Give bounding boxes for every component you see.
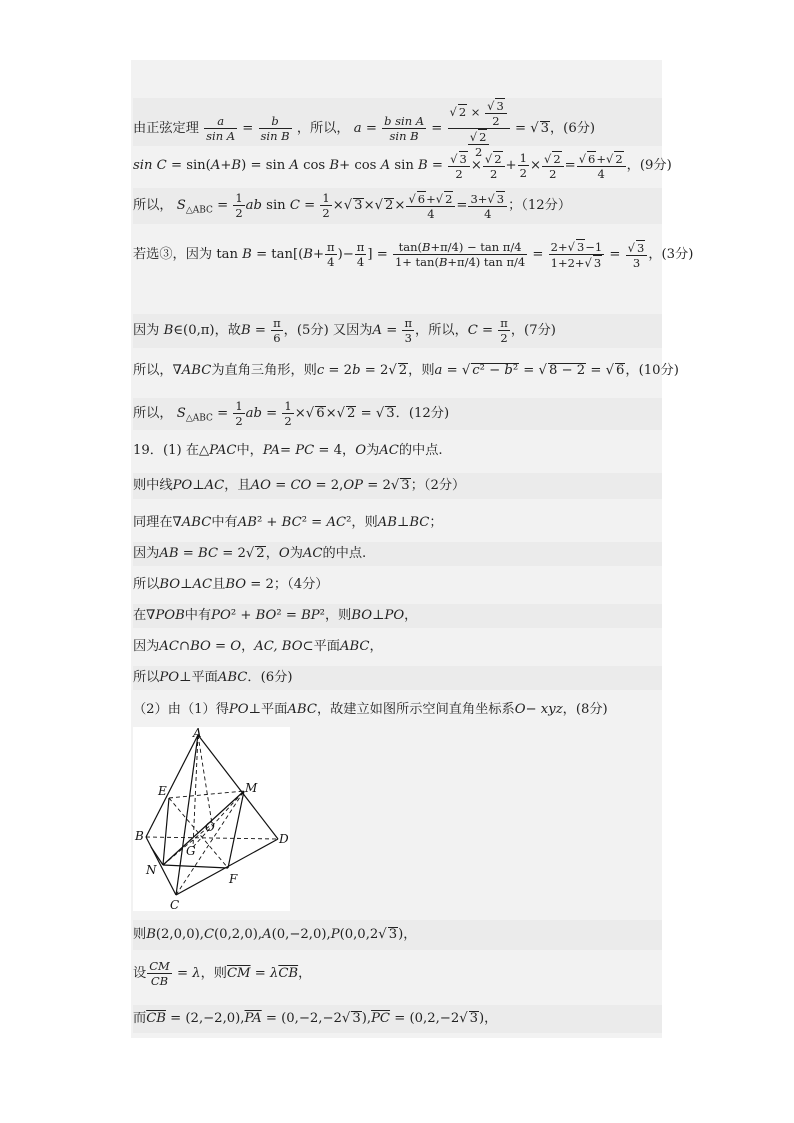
text: 由正弦定理	[133, 121, 199, 136]
solution-line-area-1: 所以， $S_{\triangle ABC}$ = $\frac{1}{2}$ ab sin C = $\frac{1}{2}$ ×√ 3×√ 2× $\frac{√ 6+√ 2}{4}$ = $\frac{3+√ 3}{4}$ ；（12分）	[133, 188, 662, 224]
label-d: D	[279, 832, 289, 846]
label-c: C	[170, 898, 180, 911]
solution-line-sinC: sin C = sin(A+B) = sin A cos B+ cos A sin B = $\frac{√ 3}{2}$ × $\frac{√ 2}{2}$ + $\frac{1}{2}$ × $\frac{√ 2}{2}$ = $\frac{√ 6+√ 2}{4}$ ，(9分)	[133, 151, 672, 181]
solution-line-pythagoras-abc: 同理在∇ABC中有AB² + BC² = AC²，则AB⊥BC；	[133, 515, 443, 530]
label-b: B	[135, 829, 144, 843]
text: ，(6分)	[550, 121, 596, 136]
solution-line-coordinates: 则B(2,0,0),C(0,2,0),A(0,−2,0),P(0,0,2√ 3)，	[133, 920, 662, 950]
label-m: M	[245, 781, 258, 795]
text: ，(9分)	[626, 158, 672, 173]
solution-line-right-triangle: 所以，∇ABC为直角三角形，则c = 2b = 2√ 2，则a = √ c² − b² = √ 8 − 2 = √ 6，(10分)	[133, 363, 679, 378]
solution-line-angles: 因为 B∈(0,π)，故B = $\frac{\pi}{6}$ ，(5分) 又因为A = $\frac{\pi}{3}$ ，所以，C = $\frac{\pi}{2}$ ，(7分)	[133, 314, 662, 348]
text: ，(10分)	[625, 363, 679, 378]
text: ，(5分) 又因为	[283, 323, 373, 338]
label-n: N	[146, 863, 157, 877]
text: ，故	[214, 323, 241, 338]
pyramid-diagram	[133, 727, 290, 911]
label-o: O	[205, 820, 215, 834]
solution-line-median: 则中线PO⊥AC，且AO = CO = 2,OP = 2√ 3；（2分）	[133, 473, 662, 499]
text: ．(12分)	[395, 406, 450, 421]
label-a: A	[193, 727, 202, 740]
text: 所以，	[133, 363, 173, 378]
solution-line-sine-law: 由正弦定理 $\frac{a}{\text{sin A}}$ = $\frac{b}{\text{sin B}}$ ，所以， a = $\frac{\text{b sin A}}{\text{sin B}}$ = √ 2 × $\frac{√ 3}{2}$ $\frac{√ 2}{2}$ = √ 3，(6分)	[133, 98, 662, 146]
problem-19-part-1: 19．(1) 在△PAC中，PA= PC = 4，O为AC的中点.	[133, 443, 443, 458]
label-g: G	[186, 844, 196, 858]
text: ；（12分）	[508, 198, 572, 213]
label-f: F	[229, 872, 238, 886]
solution-line-ab-bc: 因为AB = BC = 2√ 2，O为AC的中点.	[133, 542, 662, 566]
text: ，则	[408, 363, 435, 378]
solution-line-area-2: 所以， $S_{\triangle ABC}$ = $\frac{1}{2}$ ab = $\frac{1}{2}$ ×√ 6×√ 2 = √ 3．(12分)	[133, 398, 662, 430]
text: 所以，	[133, 406, 173, 421]
solution-line-vectors: 而$\overline{CB} = (2,-2,0),\overline{PA} = (0,-2,-2√$ $3),\overline{PC} = (0,2,-2√$ 3)，	[133, 1005, 662, 1033]
label-e: E	[158, 784, 167, 798]
pyramid-figure	[133, 727, 290, 911]
solution-line-pythagoras-pob: 在∇POB中有PO² + BO² = BP²，则BO⊥PO，	[133, 604, 662, 628]
math: ABC	[181, 363, 212, 378]
text: ，所以，	[296, 121, 350, 136]
solution-line-lambda: 设 $\frac{CM}{CB}$ = λ，则$\overline{CM} = \lambda\overline{CB}$，	[133, 959, 312, 988]
solution-line-option-3: 若选③，因为 tan B = tan[(B+ $\frac{\pi}{4}$ )− $\frac{\pi}{4}$ ] = $\frac{\text{tan(B+π/4) − tan π/4}}{\text{1+ tan(B+π/4) tan π/4}}$ = $\frac{2+√ 3-1}{1+2+√ 3}$ = $\frac{√ 3}{3}$ ，(3分)	[133, 240, 694, 270]
text: ，所以，	[415, 323, 468, 338]
text: 因为	[133, 323, 160, 338]
solution-line-po-perp: 所以PO⊥平面ABC．(6分)	[133, 666, 662, 690]
text: 为直角三角形，则	[211, 363, 317, 378]
text: 所以，	[133, 198, 173, 213]
text: ，(7分)	[510, 323, 556, 338]
text: 若选③，因为	[133, 247, 213, 262]
text: ，(3分)	[648, 247, 694, 262]
solution-line-intersection: 因为AC∩BO = O，AC, BO⊂平面ABC，	[133, 639, 383, 654]
problem-19-part-2: （2）由（1）得PO⊥平面ABC，故建立如图所示空间直角坐标系O− xyz，(8分)	[133, 702, 608, 717]
solution-line-bo: 所以BO⊥AC且BO = 2；（4分）	[133, 577, 329, 592]
